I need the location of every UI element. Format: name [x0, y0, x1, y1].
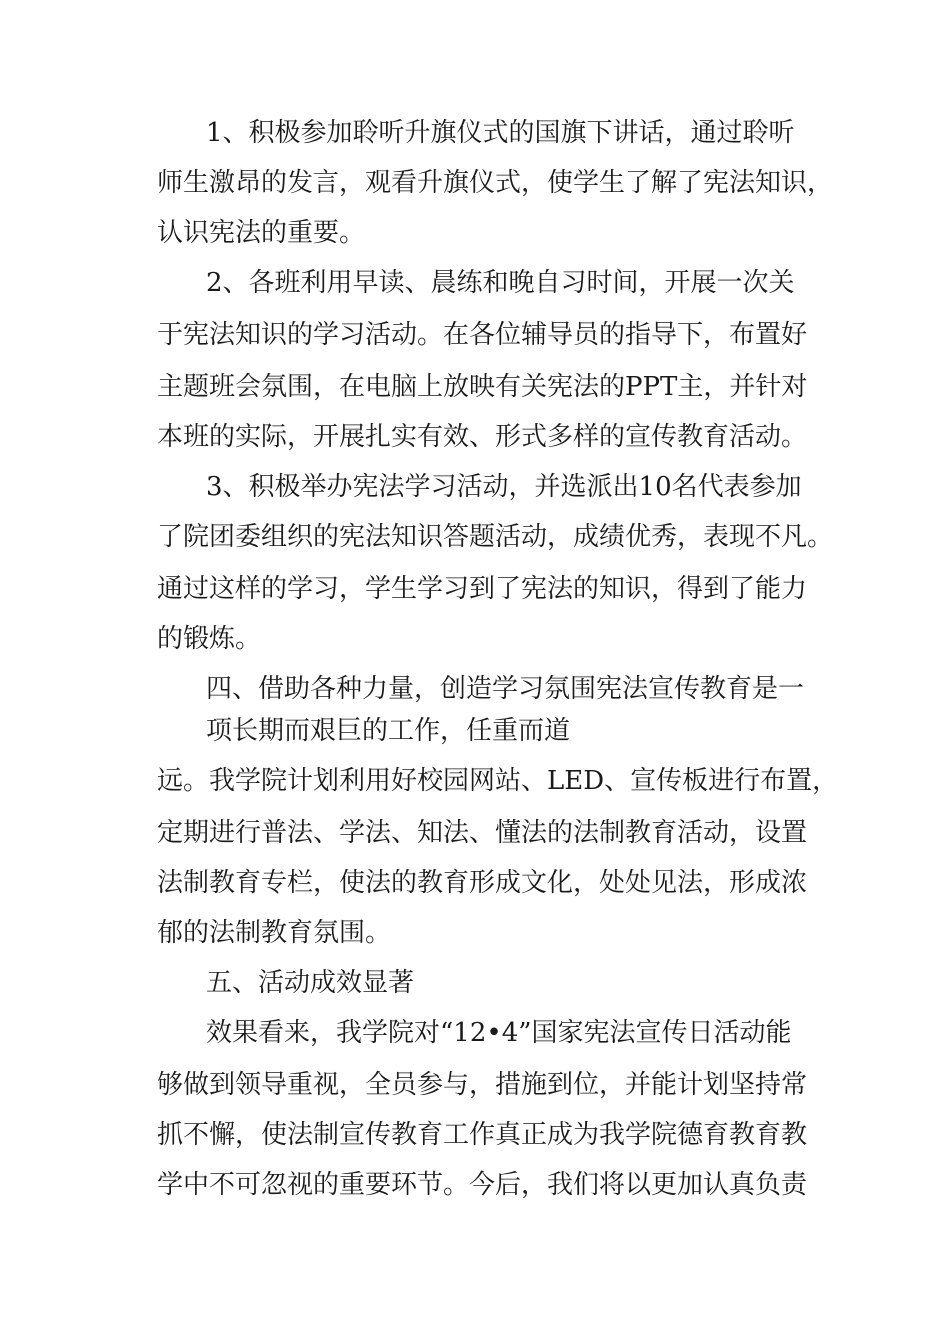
text-line: 学中不可忽视的重要环节。今后，我们将以更加认真负责: [157, 1170, 808, 1200]
text-line: 认识宪法的重要。: [157, 218, 366, 248]
text-line: 了院团委组织的宪法知识答题活动，成绩优秀，表现不凡。: [157, 522, 834, 552]
text-line: 效果看来，我学院对“12•4”国家宪法宣传日活动能: [206, 1018, 792, 1048]
text-line: 师生激昂的发言，观看升旗仪式，使学生了解了宪法知识，: [157, 168, 834, 198]
text-line: 抓不懈，使法制宣传教育工作真正成为我学院德育教育教: [157, 1120, 808, 1150]
text-line: 够做到领导重视，全员参与，措施到位，并能计划坚持常: [157, 1070, 808, 1100]
text-line: 3、积极举办宪法学习活动，并选派出10名代表参加: [206, 472, 802, 502]
text-line: 远。我学院计划利用好校园网站、LED、宣传板进行布置，: [157, 766, 839, 796]
text-line: 定期进行普法、学法、知法、懂法的法制教育活动，设置: [157, 818, 808, 848]
text-line: 通过这样的学习，学生学习到了宪法的知识，得到了能力: [157, 574, 808, 604]
text-line: 于宪法知识的学习活动。在各位辅导员的指导下，布置好: [157, 320, 808, 350]
text-line: 主题班会氛围，在电脑上放映有关宪法的PPT主，并针对: [157, 372, 808, 402]
text-line: 1、积极参加聆听升旗仪式的国旗下讲话，通过聆听: [206, 118, 795, 148]
text-line: 郁的法制教育氛围。: [157, 918, 392, 948]
text-line: 本班的实际，开展扎实有效、形式多样的宣传教育活动。: [157, 422, 808, 452]
text-line: 的锻炼。: [157, 624, 262, 654]
text-line: 法制教育专栏，使法的教育形成文化，处处见法，形成浓: [157, 868, 808, 898]
text-line: 五、活动成效显著: [206, 968, 415, 998]
text-line: 项长期而艰巨的工作，任重而道: [206, 716, 571, 746]
text-line: 四、借助各种力量，创造学习氛围宪法宣传教育是一: [206, 674, 805, 704]
text-line: 2、各班利用早读、晨练和晚自习时间，开展一次关: [206, 268, 795, 298]
